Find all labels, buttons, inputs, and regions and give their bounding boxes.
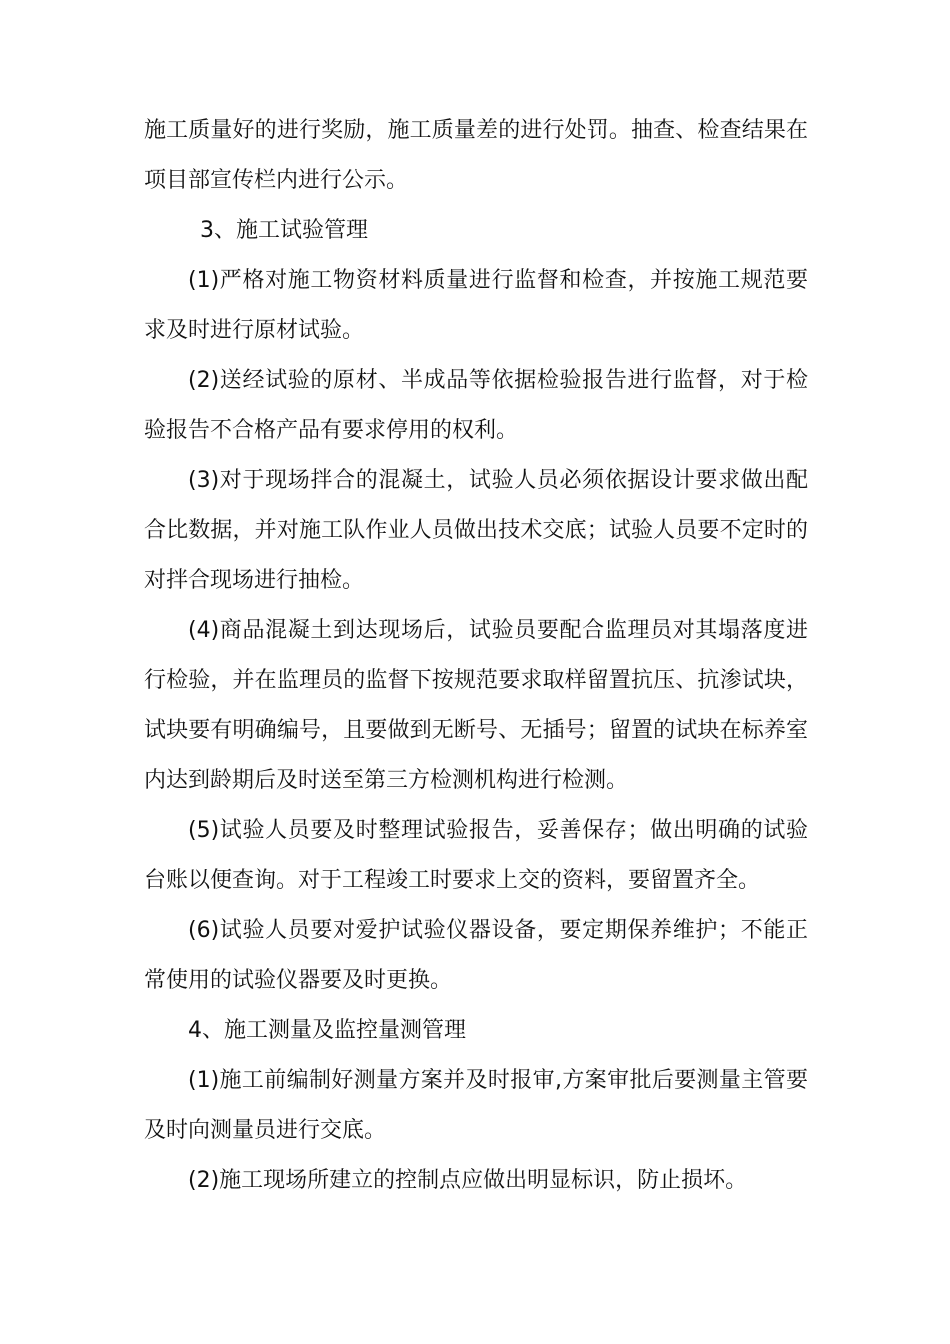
section-heading-surveying-monitoring: 4、施工测量及监控量测管理 <box>188 1018 466 1043</box>
paragraph-continuation: 施工质量好的进行奖励，施工质量差的进行处罚。抽查、检查结果在项目部宣传栏内进行公示。 <box>144 118 808 193</box>
paragraph-survey-item-1: (1)施工前编制好测量方案并及时报审,方案审批后要测量主管要及时向测量员进行交底。 <box>144 1068 808 1143</box>
paragraph-item-1: (1)严格对施工物资材料质量进行监督和检查，并按施工规范要求及时进行原材试验。 <box>144 268 808 343</box>
paragraph-item-4: (4)商品混凝土到达现场后，试验员要配合监理员对其塌落度进行检验，并在监理员的监督下按规范要求取样留置抗压、抗渗试块，试块要有明确编号，且要做到无断号、无插号；留置的试块在标养室内达到龄期后及时送至第三方检测机构进行检测。 <box>144 618 808 793</box>
document-body <box>144 106 808 1206</box>
paragraph-survey-item-2: (2)施工现场所建立的控制点应做出明显标识，防止损坏。 <box>188 1168 748 1193</box>
paragraph-item-6: (6)试验人员要对爱护试验仪器设备，要定期保养维护；不能正常使用的试验仪器要及时更换。 <box>144 918 808 993</box>
paragraph-item-5: (5)试验人员要及时整理试验报告，妥善保存；做出明确的试验台账以便查询。对于工程竣工时要求上交的资料，要留置齐全。 <box>144 818 808 893</box>
paragraph-item-2: (2)送经试验的原材、半成品等依据检验报告进行监督，对于检验报告不合格产品有要求停用的权利。 <box>144 368 808 443</box>
paragraph-item-3: (3)对于现场拌合的混凝土，试验人员必须依据设计要求做出配合比数据，并对施工队作业人员做出技术交底；试验人员要不定时的对拌合现场进行抽检。 <box>144 468 808 593</box>
section-heading-construction-testing: 3、施工试验管理 <box>200 218 368 243</box>
